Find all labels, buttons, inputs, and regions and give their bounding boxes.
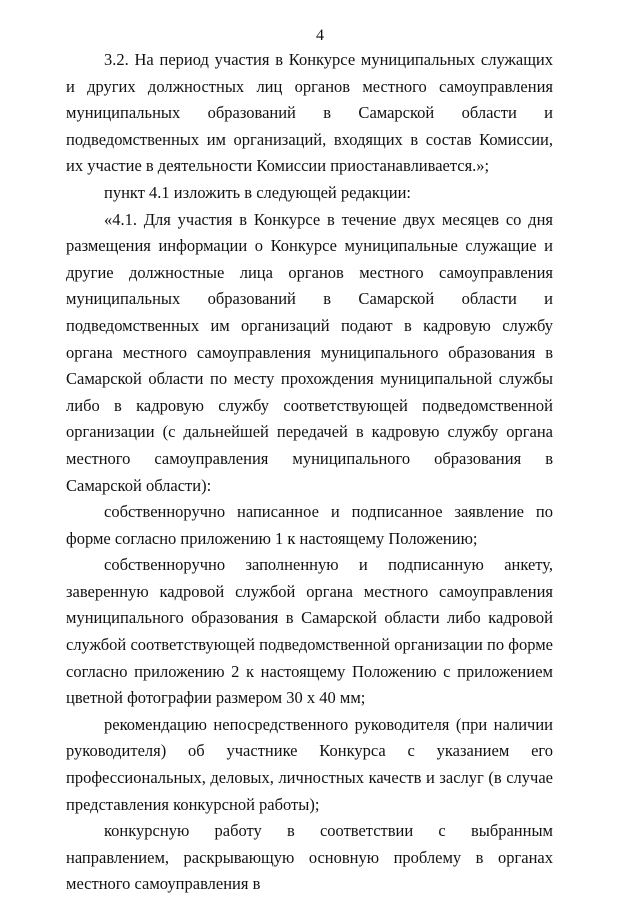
- list-item-questionnaire: собственноручно заполненную и подписанную анкету, заверенную кадровой службой органа местного самоуправления муниципального образования в Самарской области либо кадровой службой соответствующей подведомственной организации по форме согласно приложению 2 к настоящему Положению с приложением цветной фотографии размером 30 x 40 мм;: [66, 555, 553, 708]
- list-item-recommendation: рекомендацию непосредственного руководителя (при наличии руководителя) об участнике Конкурса с указанием его профессиональных, деловых, личностных качеств и заслуг (в случае представления конкурсной работы);: [66, 714, 553, 814]
- paragraph-amendment-intro: пункт 4.1 изложить в следующей редакции:: [104, 182, 412, 202]
- paragraph-3-2: 3.2. На период участия в Конкурсе муниципальных служащих и других должностных лиц органов местного самоуправления муниципальных образований в Самарской области и подведомственных им организаций, входящих в состав Комиссии, их участие в деятельности Комиссии приостанавливается.»;: [66, 50, 553, 176]
- paragraph-4-1: «4.1. Для участия в Конкурсе в течение двух месяцев со дня размещения информации о Конкурсе муниципальные служащие и другие должностные лица органов местного самоуправления муниципальных образований в Самарской области и подведомственных им организаций подают в кадровую службу органа местного самоуправления муниципального образования в Самарской области по месту прохождения муниципальной службы либо в кадровую службу соответствующей подведомственной организации (с дальнейшей передачей в кадровую службу органа местного самоуправления муниципального образования в Самарской области):: [66, 209, 553, 495]
- document-body: [66, 47, 553, 898]
- list-item-competition-work: конкурсную работу в соответствии с выбранным направлением, раскрывающую основную проблему в органах местного самоуправления в: [66, 821, 553, 894]
- page-number: 4: [316, 27, 324, 44]
- list-item-application: собственноручно написанное и подписанное заявление по форме согласно приложению 1 к настоящему Положению;: [66, 502, 553, 548]
